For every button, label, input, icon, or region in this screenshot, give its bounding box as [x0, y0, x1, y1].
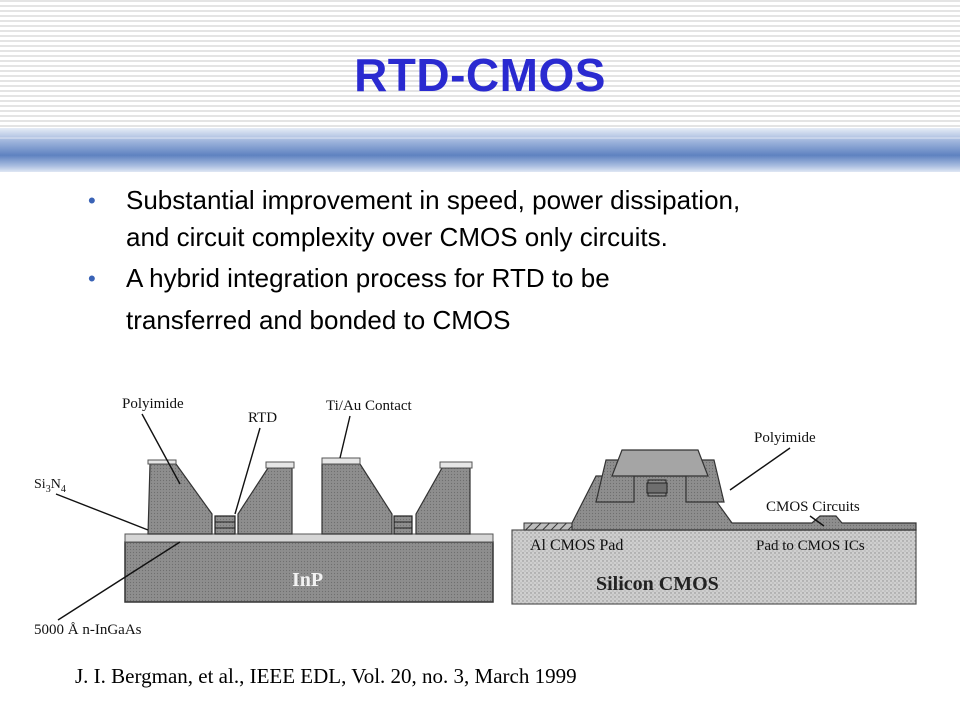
device-cross-section-figure — [30, 380, 930, 640]
contact-pad — [148, 460, 176, 464]
contact-pad — [440, 462, 472, 468]
ingaas-layer — [125, 534, 493, 542]
header-bar-highlight — [0, 137, 960, 139]
bullet-dot-icon: • — [88, 188, 96, 213]
rtd-inp-structure — [34, 396, 493, 638]
header-bar — [0, 128, 960, 172]
rtd-label: RTD — [248, 410, 278, 426]
pad-ic-label: Pad to CMOS ICs — [756, 538, 865, 554]
si3n4-label: $Si_3N_4$ — [34, 477, 66, 495]
polyimide-block — [416, 468, 470, 534]
bullet-text-line: A hybrid integration process for RTD to be — [126, 263, 610, 293]
rtd-contact-bridge — [612, 450, 708, 476]
silicon-cmos-label: Silicon CMOS — [596, 573, 719, 595]
rtd-mesa — [215, 516, 235, 534]
cmos-circuits-label: CMOS Circuits — [766, 499, 860, 515]
ingaas-label: 5000 Å n-InGaAs — [34, 622, 142, 638]
contact-pad — [322, 458, 360, 464]
bullet-text-line: and circuit complexity over CMOS only circuits. — [126, 222, 668, 252]
bullet-text-line: transferred and bonded to CMOS — [126, 305, 511, 335]
polyimide-label: Polyimide — [754, 430, 816, 446]
polyimide-label: Polyimide — [122, 396, 184, 412]
bullet-dot-icon: • — [88, 266, 96, 291]
contact-pad — [266, 462, 294, 468]
bullet-item — [84, 182, 904, 256]
al-pad-label: Al CMOS Pad — [530, 537, 624, 554]
al-cmos-pad — [524, 523, 572, 530]
bullet-text-line: Substantial improvement in speed, power dissipation, — [126, 185, 741, 215]
silicon-cmos-structure — [512, 430, 916, 604]
bullet-item — [84, 260, 904, 343]
polyimide-block — [322, 464, 392, 534]
rtd-mesa — [394, 516, 412, 534]
polyimide-block — [148, 464, 212, 534]
inp-label: InP — [292, 569, 324, 591]
citation: J. I. Bergman, et al., IEEE EDL, Vol. 20, no. 3, March 1999 — [75, 664, 577, 688]
contact-label: Ti/Au Contact — [326, 398, 412, 414]
slide-title: RTD-CMOS — [354, 49, 606, 101]
bullet-list — [84, 182, 904, 347]
